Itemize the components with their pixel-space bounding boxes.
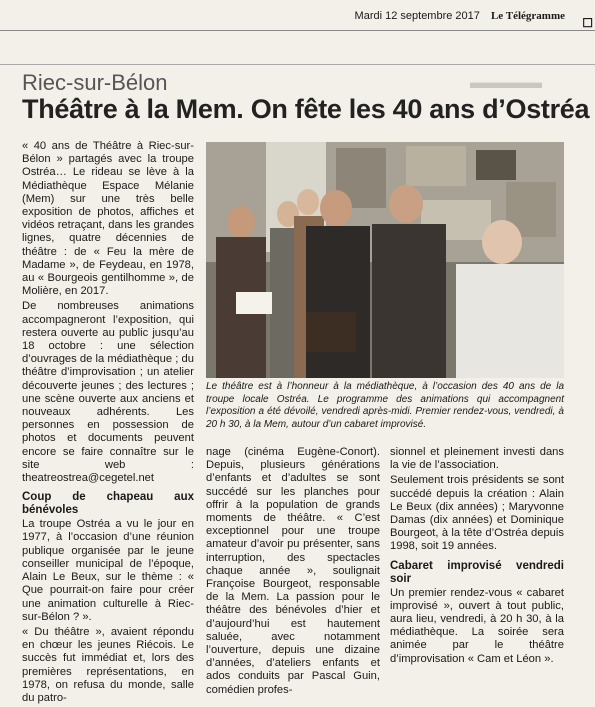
paragraph: « Du théâtre », avaient répondu en chœur les jeunes Riécois. Le succès fut immédiat et, lors des premières représentations, en 1978, on refusa du monde, salle du patro-: [22, 625, 194, 704]
column-1: [22, 140, 194, 707]
paragraph: « 40 ans de Théâtre à Riec-sur-Bélon » partagés avec la troupe Ostréa… Le rideau se lève à la Médiathèque Espace Mélanie (Mem) sur une très belle exposition de photos, affiches et vidéos retraçant, dans les grandes lignes, quatre décennies de théâtre : de « Feu la mère de Madame », de Feydeau, en 1978, au « Bourgeois gentilhomme », de Molière, en 2017.: [22, 140, 194, 298]
paragraph: La troupe Ostréa a vu le jour en 1977, à l’occasion d’une réunion publique organisée par le jeune conseiller municipal de l’époque, Alain Le Beux, sur le thème : « Que pourrait-on faire pour créer une animation culturelle à Riec-sur-Bélon ? ».: [22, 518, 194, 623]
edge-mark: ☐: [582, 16, 593, 30]
header-rule: [0, 30, 595, 31]
photo-caption: Le théâtre est à l’honneur à la médiathèque, à l’occasion des 40 ans de la troupe locale Ostréa. Le programme des animations qui accompagnent l’exposition a été dévoilé, vendredi après-midi. Premier rendez-vous, vendredi, à 20 h 30, à la Mem, autour d’un cabaret improvisé.: [206, 381, 564, 430]
page-header: [355, 10, 565, 22]
ghost-text: ▬▬▬▬: [470, 72, 542, 92]
issue-date: Mardi 12 septembre 2017: [354, 10, 480, 22]
paragraph: De nombreuses animations accompagneront l’exposition, qui restera ouverte au public jusqu’au 18 octobre : une sélection d’ouvrages de la médiathèque ; du théâtre d’improvisation ; un atelier découverte jeunes ; des lectures ; une scène ouverte aux anciens et nouveaux adhérents. Les personnes en possession de photos et documents peuvent encore se faire connaître sur le site web : theatreostrea@cegetel.net: [22, 300, 194, 485]
paragraph: nage (cinéma Eugène-Conort). Depuis, plusieurs générations d’enfants et d’adultes se sont succédé sur les planches pour offrir à la population de grands moments de théâtre. « C’est exceptionnel pour une troupe amateur d’avoir pu présenter, sans interruption, des spectacles chaque année », soulignait Françoise Bourgeot, responsable de la Mem. La passion pour le théâtre des bénévoles d’hier et d’aujourd’hui est hautement saluée, avec notamment l’ouverture, depuis une dizaine d’années, d’ateliers enfants et ados conduits par Pascal Guin, comédien profes-: [206, 446, 380, 696]
paragraph: Seulement trois présidents se sont succédé depuis la création : Alain Le Beux (dix années) ; Maryvonne Damas (dix années) et Dominique Bourgeot, à la tête d’Ostréa depuis 1998, soit 19 années.: [390, 474, 564, 553]
column-2: [206, 446, 380, 699]
article-kicker: Riec-sur-Bélon: [22, 70, 168, 95]
paragraph: Un premier rendez-vous « cabaret improvisé », ouvert à tout public, aura lieu, vendredi, à 20 h 30, à la médiathèque. La soirée sera animée par le théâtre d’improvisation « Cam et Léon ».: [390, 586, 564, 665]
photo-illustration: [206, 142, 564, 378]
article-headline: Théâtre à la Mem. On fête les 40 ans d’Ostréa: [22, 94, 590, 124]
newspaper-name: Le Télégramme: [490, 10, 565, 22]
subheading: Cabaret improvisé vendredi soir: [390, 559, 564, 585]
article-photo: [206, 142, 564, 378]
paragraph: sionnel et pleinement investi dans la vie de l’association.: [390, 446, 564, 472]
subheading: Coup de chapeau aux bénévoles: [22, 491, 194, 517]
column-3: [390, 446, 564, 668]
section-rule: [0, 64, 595, 65]
